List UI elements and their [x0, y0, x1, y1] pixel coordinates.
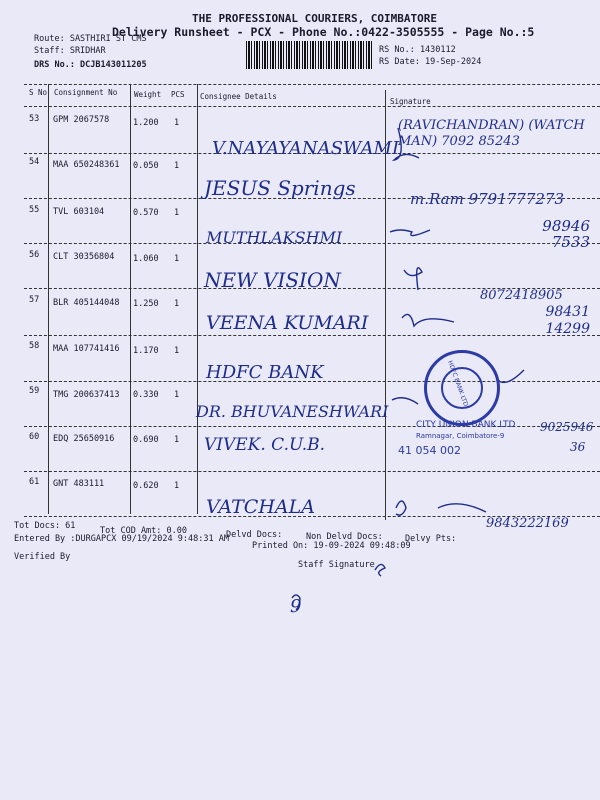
hdfc-stamp-icon	[424, 350, 500, 426]
col-weight: Weight	[134, 90, 162, 99]
row-weight: 1.250	[133, 299, 159, 309]
tot-docs: Tot Docs: 61	[14, 521, 76, 531]
row-consignment: MAA 650248361	[53, 160, 120, 170]
row-signature: 9025946	[540, 420, 594, 434]
row-pcs: 1	[174, 435, 180, 445]
staff-signature: Staff Signature	[298, 560, 375, 570]
cub-stamp-icon	[392, 418, 522, 460]
row-signature: 98431 14299	[545, 304, 590, 337]
row-signature: 98946 7533	[542, 217, 590, 251]
delvd-docs: Delvd Docs:	[226, 530, 283, 540]
printed-on: Printed On: 19-09-2024 09:48:09	[252, 541, 411, 551]
row-consignee-name: VIVEK. C.U.B.	[204, 435, 326, 455]
row-sno: 56	[29, 250, 40, 260]
row-signature: 8072418905	[480, 288, 563, 303]
row-consignment: TMG 200637413	[53, 390, 120, 400]
row-signature: m.Ram 9791777273	[410, 190, 564, 208]
cub-stamp-branch: Ramnagar, Coimbatore-9	[416, 432, 505, 440]
row-consignment: EDQ 25650916	[53, 434, 115, 444]
row-weight: 0.050	[133, 161, 159, 171]
rs-date: RS Date: 19-Sep-2024	[379, 57, 482, 67]
company-title: THE PROFESSIONAL COURIERS, COIMBATORE	[192, 12, 438, 25]
row-consignee-name: MUTHLAKSHMI	[206, 228, 343, 247]
col-signature: Signature	[390, 97, 431, 106]
row-consignment: MAA 107741416	[53, 344, 120, 354]
row-consignee-name: HDFC BANK	[206, 362, 324, 383]
row-consignee-name: DR. BHUVANESHWARI	[196, 402, 389, 421]
row-weight: 1.060	[133, 254, 159, 264]
row-pcs: 1	[174, 346, 180, 356]
entered-by: Entered By :DURGAPCX 09/19/2024 9:48:31 AM	[14, 534, 229, 544]
row-pcs: 1	[174, 299, 180, 309]
row-weight: 1.170	[133, 346, 159, 356]
row-sno: 57	[29, 295, 40, 305]
row-consignee-name: VATCHALA	[206, 496, 315, 518]
row-sno: 55	[29, 205, 40, 215]
runsheet-subtitle: Delivery Runsheet - PCX - Phone No.:0422-3505555 - Page No.:5	[112, 25, 535, 39]
verified-by: Verified By	[14, 552, 71, 562]
row-consignment: CLT 30356804	[53, 252, 115, 262]
page-mark: 9	[290, 596, 302, 617]
row-sno: 54	[29, 157, 40, 167]
non-delvd-docs: Non Delvd Docs:	[306, 532, 383, 542]
row-consignment: GNT 483111	[53, 479, 105, 489]
row-weight: 0.690	[133, 435, 159, 445]
row-consignment: GPM 2067578	[53, 115, 110, 125]
row-pcs: 1	[174, 208, 180, 218]
col-consignee: Consignee Details	[200, 92, 277, 101]
row-consignment: BLR 405144048	[53, 298, 120, 308]
row-sno: 61	[29, 477, 40, 487]
row-weight: 0.620	[133, 481, 159, 491]
row-sno: 59	[29, 386, 40, 396]
row-consignee-name: JESUS Springs	[204, 176, 356, 200]
row-weight: 0.570	[133, 208, 159, 218]
col-consignment: Consignment No	[54, 88, 118, 97]
hdfc-stamp-text: HDFC BANK LTD.	[446, 359, 470, 410]
row-signature: (RAVICHANDRAN) (WATCH MAN) 7092 85243	[398, 118, 585, 149]
col-sno: S No	[29, 88, 48, 97]
drs-number: DRS No.: DCJB143011205	[34, 60, 147, 70]
row-pcs: 1	[174, 481, 180, 491]
tot-cod: Tot COD Amt: 0.00	[100, 526, 187, 536]
delvy-pts: Delvy Pts:	[405, 534, 457, 544]
row-consignee-name: V.NAYAYANASWAMI	[212, 138, 400, 159]
col-pcs: PCS	[171, 90, 185, 99]
row-consignee-name: VEENA KUMARI	[206, 312, 369, 334]
row-sno: 58	[29, 341, 40, 351]
row-pcs: 1	[174, 161, 180, 171]
row-sno: 60	[29, 432, 40, 442]
rs-number: RS No.: 1430112	[379, 45, 456, 55]
row-pcs: 1	[174, 254, 180, 264]
row-weight: 0.330	[133, 390, 159, 400]
row-weight: 1.200	[133, 118, 159, 128]
row-sno: 53	[29, 114, 40, 124]
row-pcs: 1	[174, 118, 180, 128]
row-consignment: TVL 603104	[53, 207, 105, 217]
cub-stamp-code: 41 054 002	[398, 444, 461, 457]
row-signature: 9843222169	[486, 516, 569, 531]
route-label: Route: SASTHIRI ST CMS	[34, 34, 147, 44]
row-consignee-name: NEW VISION	[204, 268, 341, 292]
staff-label: Staff: SRIDHAR	[34, 46, 106, 56]
cub-stamp-name: CITY UNION BANK LTD	[416, 420, 516, 430]
row-signature: 36	[570, 440, 586, 454]
row-pcs: 1	[174, 390, 180, 400]
